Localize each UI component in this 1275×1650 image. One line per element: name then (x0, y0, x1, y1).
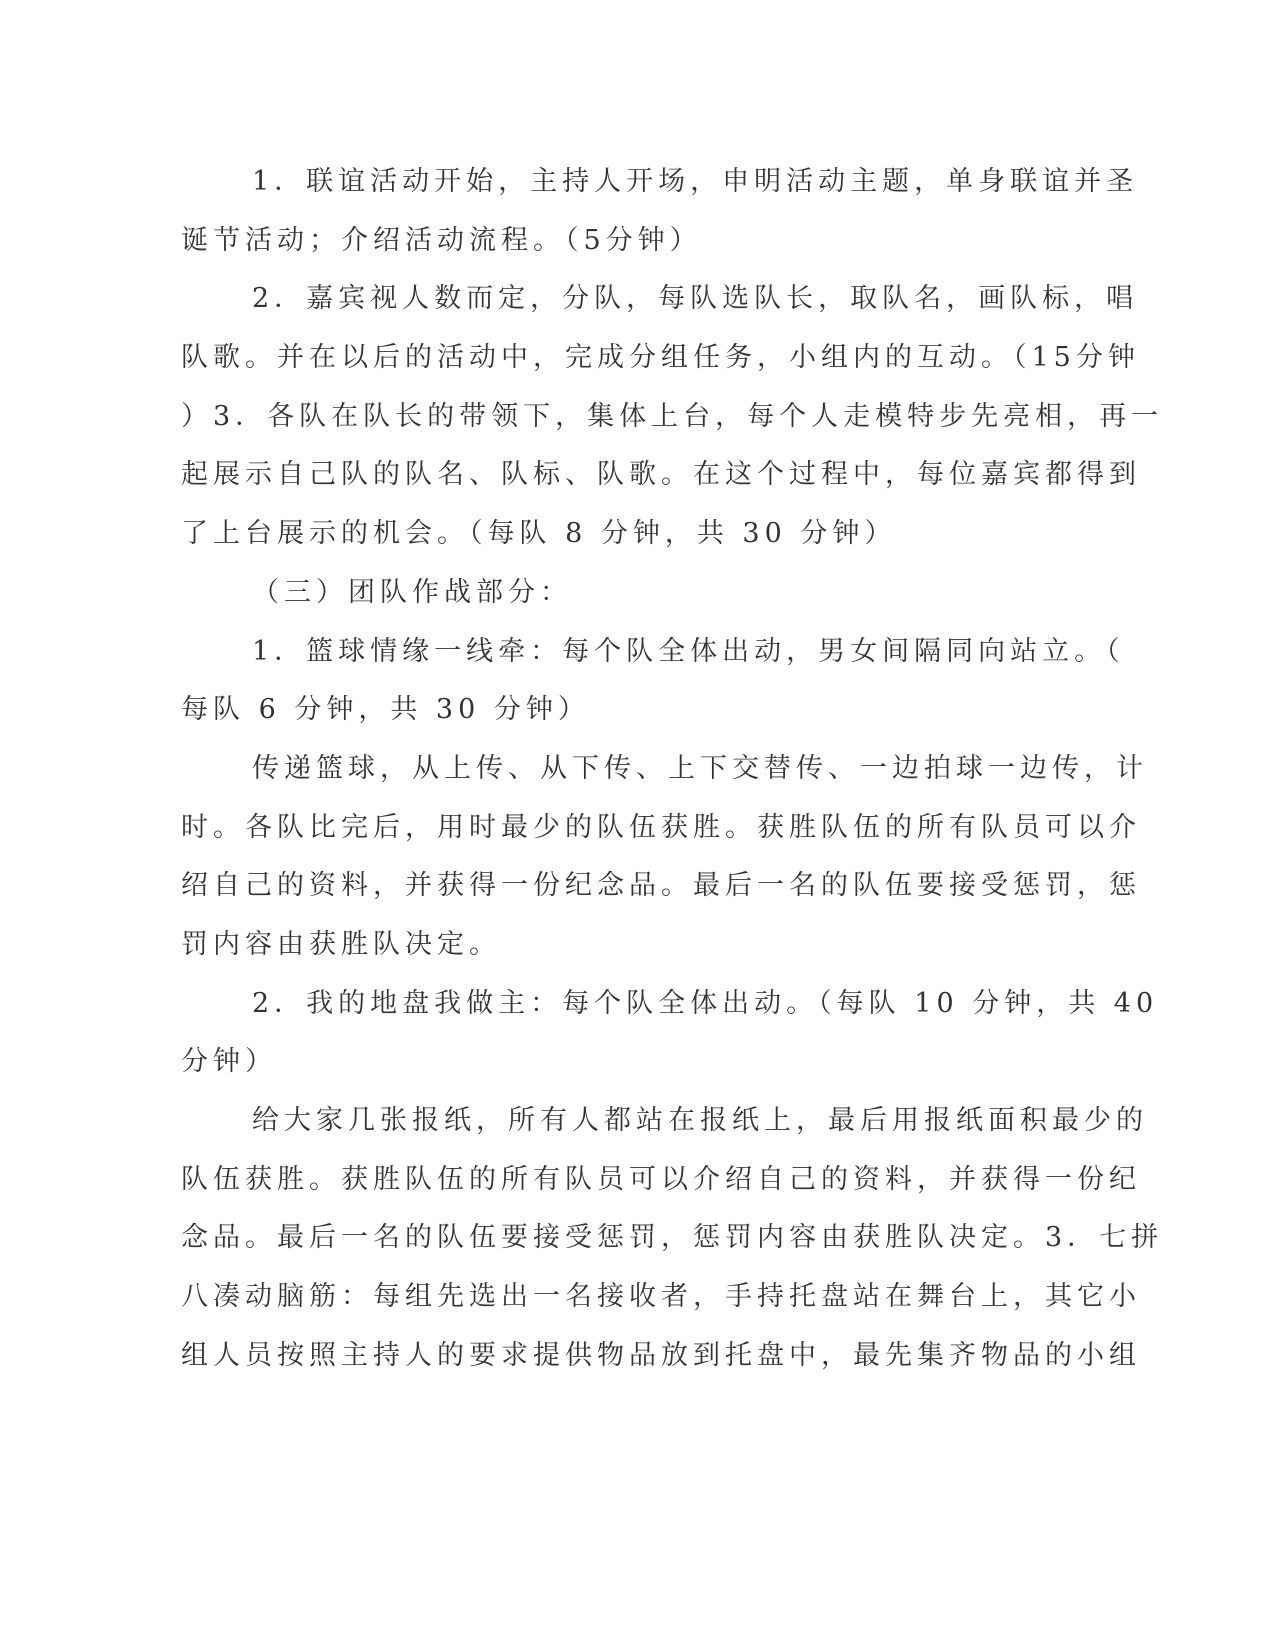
text-line-14: 罚内容由获胜队决定。 (181, 929, 501, 960)
text-line-2: 诞节活动；介绍活动流程。（5分钟） (181, 225, 702, 256)
text-line-3: 2．嘉宾视人数而定，分队，每队选队长，取队名，画队标，唱 (252, 283, 1139, 314)
text-line-20: 八凑动脑筋：每组先选出一名接收者，手持托盘站在舞台上，其它小 (181, 1281, 1141, 1312)
text-line-6: 起展示自己队的队名、队标、队歌。在这个过程中，每位嘉宾都得到 (181, 459, 1141, 490)
section-heading: （三）团队作战部分： (252, 577, 572, 608)
text-line-12: 时。各队比完后，用时最少的队伍获胜。获胜队伍的所有队员可以介 (181, 812, 1141, 843)
text-line-21: 组人员按照主持人的要求提供物品放到托盘中，最先集齐物品的小组 (181, 1340, 1141, 1371)
text-line-16: 分钟） (181, 1046, 277, 1077)
text-line-11: 传递篮球，从上传、从下传、上下交替传、一边拍球一边传，计 (252, 753, 1148, 784)
text-line-19: 念品。最后一名的队伍要接受惩罚，惩罚内容由获胜队决定。3．七拼 (181, 1222, 1164, 1253)
text-line-17: 给大家几张报纸，所有人都站在报纸上，最后用报纸面积最少的 (252, 1105, 1148, 1136)
text-line-1: 1．联谊活动开始，主持人开场，申明活动主题，单身联谊并圣 (252, 166, 1139, 197)
text-line-7: 了上台展示的机会。（每队 8 分钟，共 30 分钟） (181, 518, 897, 549)
text-line-5: ）3．各队在队长的带领下，集体上台，每个人走模特步先亮相，再一 (181, 401, 1164, 432)
text-line-10: 每队 6 分钟，共 30 分钟） (181, 694, 590, 725)
text-line-15: 2．我的地盘我做主：每个队全体出动。（每队 10 分钟，共 40 (252, 988, 1159, 1019)
text-line-4: 队歌。并在以后的活动中，完成分组任务，小组内的互动。（15分钟 (181, 342, 1140, 373)
text-line-13: 绍自己的资料，并获得一份纪念品。最后一名的队伍要接受惩罚，惩 (181, 870, 1141, 901)
text-line-18: 队伍获胜。获胜队伍的所有队员可以介绍自己的资料，并获得一份纪 (181, 1164, 1141, 1195)
text-line-9: 1．篮球情缘一线牵：每个队全体出动，男女间隔同向站立。（ (252, 636, 1125, 667)
